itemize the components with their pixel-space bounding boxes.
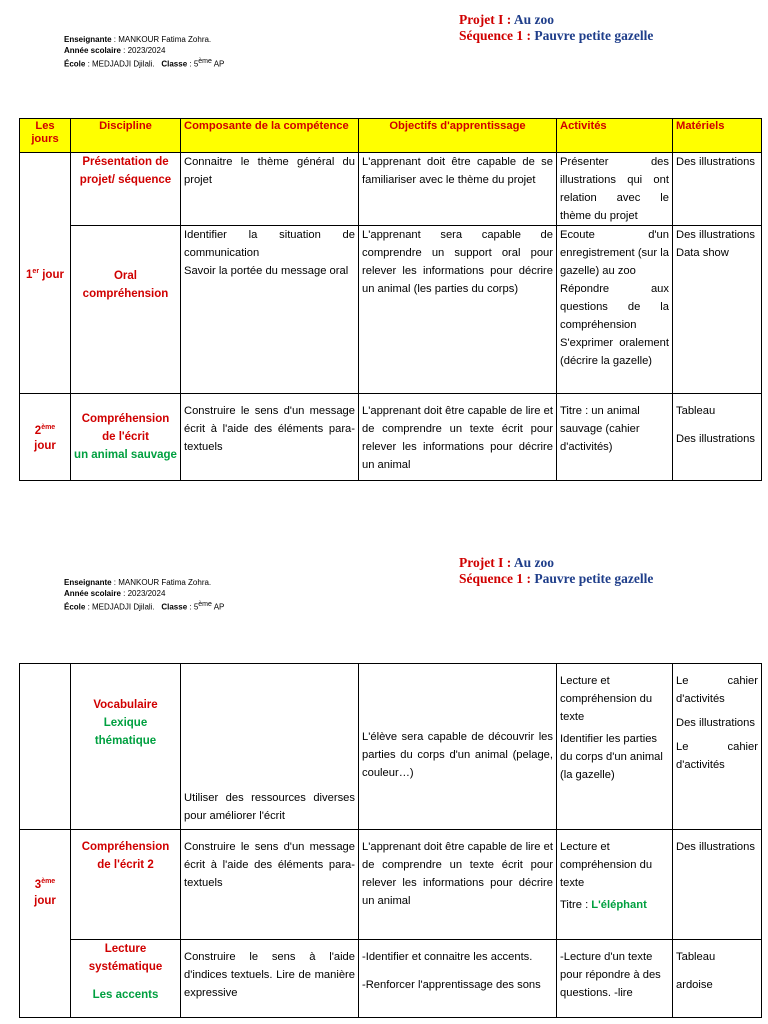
objectifs-cell: L'apprenant doit être capable de se familiariser avec le thème du projet (359, 153, 557, 226)
materiels-cell: Le cahier d'activités Des illustrations Le cahier d'activités (673, 664, 762, 830)
discipline-cell: Lecture systématique Les accents (71, 940, 181, 1018)
table-row (20, 830, 762, 940)
table-row (20, 394, 762, 481)
day-cell-1: 1er jour (20, 153, 71, 394)
day-cell-3: 3ème jour (20, 830, 71, 1018)
objectifs-cell: L'apprenant doit être capable de lire et de comprendre un texte écrit pour relever les informations pour décrire un animal (359, 394, 557, 481)
year-line: Année scolaire : 2023/2024 (64, 46, 166, 55)
sequence-line: Séquence 1 : Pauvre petite gazelle (459, 28, 654, 43)
header-activites: Activités (557, 119, 673, 153)
materiels-cell: Des illustrations (673, 830, 762, 940)
teacher-info-block-1 (64, 34, 224, 70)
school-line: École : MEDJADJI Djilali. Classe : 5ème AP (64, 58, 225, 69)
activites-cell: -Lecture d'un texte pour répondre à des questions. -lire (557, 940, 673, 1018)
year-line: Année scolaire : 2023/2024 (64, 589, 166, 598)
sequence-line: Séquence 1 : Pauvre petite gazelle (459, 571, 654, 586)
project-title-block-2 (459, 555, 653, 587)
header-discipline: Discipline (71, 119, 181, 153)
school-line: École : MEDJADJI Djilali. Classe : 5ème AP (64, 601, 225, 612)
materiels-cell: Tableau ardoise (673, 940, 762, 1018)
activites-cell: Lecture et compréhension du texte Identifier les parties du corps d'un animal (la gazelle) (557, 664, 673, 830)
discipline-cell: Compréhension de l'écrit un animal sauvage (71, 394, 181, 481)
discipline-cell: Vocabulaire Lexique thématique (71, 664, 181, 830)
table-row (20, 153, 762, 226)
day-cell-empty (20, 664, 71, 830)
teacher-line: Enseignante : MANKOUR Fatima Zohra. (64, 35, 212, 44)
composante-cell: Identifier la situation de communication Savoir la portée du message oral (181, 226, 359, 394)
composante-cell: Construire le sens d'un message écrit à l'aide des éléments para-textuels (181, 394, 359, 481)
activites-cell: Ecoute d'un enregistrement (sur la gazelle) au zoo Répondre aux questions de la compréhension S'exprimer oralement (décrire la gazelle) (557, 226, 673, 394)
composante-cell: Utiliser des ressources diverses pour améliorer l'écrit (181, 664, 359, 830)
objectifs-cell: L'apprenant doit être capable de lire et de comprendre un texte écrit pour relever les informations pour décrire un animal (359, 830, 557, 940)
header-materiels: Matériels (673, 119, 762, 153)
header-objectifs: Objectifs d'apprentissage (359, 119, 557, 153)
objectifs-cell: -Identifier et connaitre les accents. -Renforcer l'apprentissage des sons (359, 940, 557, 1018)
table-header-row (20, 119, 762, 153)
table-row (20, 940, 762, 1018)
objectifs-cell: L'apprenant sera capable de comprendre un support oral pour relever les informations pour décrire un animal (les parties du corps) (359, 226, 557, 394)
discipline-cell: Présentation de projet/ séquence (71, 153, 181, 226)
project-line: Projet I : Au zoo (459, 12, 554, 27)
materiels-cell: Des illustrations (673, 153, 762, 226)
header-jours: Les jours (20, 119, 71, 153)
header-composante: Composante de la compétence (181, 119, 359, 153)
teacher-info-block-2 (64, 577, 224, 613)
lesson-plan-table-2 (19, 663, 762, 1018)
materiels-cell: Tableau Des illustrations (673, 394, 762, 481)
composante-cell: Construire le sens à l'aide d'indices textuels. Lire de manière expressive (181, 940, 359, 1018)
activites-cell: Titre : un animal sauvage (cahier d'activités) (557, 394, 673, 481)
composante-cell: Construire le sens d'un message écrit à l'aide des éléments para-textuels (181, 830, 359, 940)
project-line: Projet I : Au zoo (459, 555, 554, 570)
materiels-cell: Des illustrations Data show (673, 226, 762, 394)
activites-cell: Lecture et compréhension du texte Titre : L'éléphant (557, 830, 673, 940)
discipline-cell: Oral compréhension (71, 226, 181, 394)
day-cell-2: 2ème jour (20, 394, 71, 481)
project-title-block-1 (459, 12, 653, 44)
teacher-line: Enseignante : MANKOUR Fatima Zohra. (64, 578, 212, 587)
table-row (20, 226, 762, 394)
discipline-cell: Compréhension de l'écrit 2 (71, 830, 181, 940)
activites-cell: Présenter des illustrations qui ont relation avec le thème du projet (557, 153, 673, 226)
table-row (20, 664, 762, 830)
lesson-plan-table-1 (19, 118, 762, 481)
objectifs-cell: L'élève sera capable de découvrir les parties du corps d'un animal (pelage, couleur…) (359, 664, 557, 830)
composante-cell: Connaitre le thème général du projet (181, 153, 359, 226)
